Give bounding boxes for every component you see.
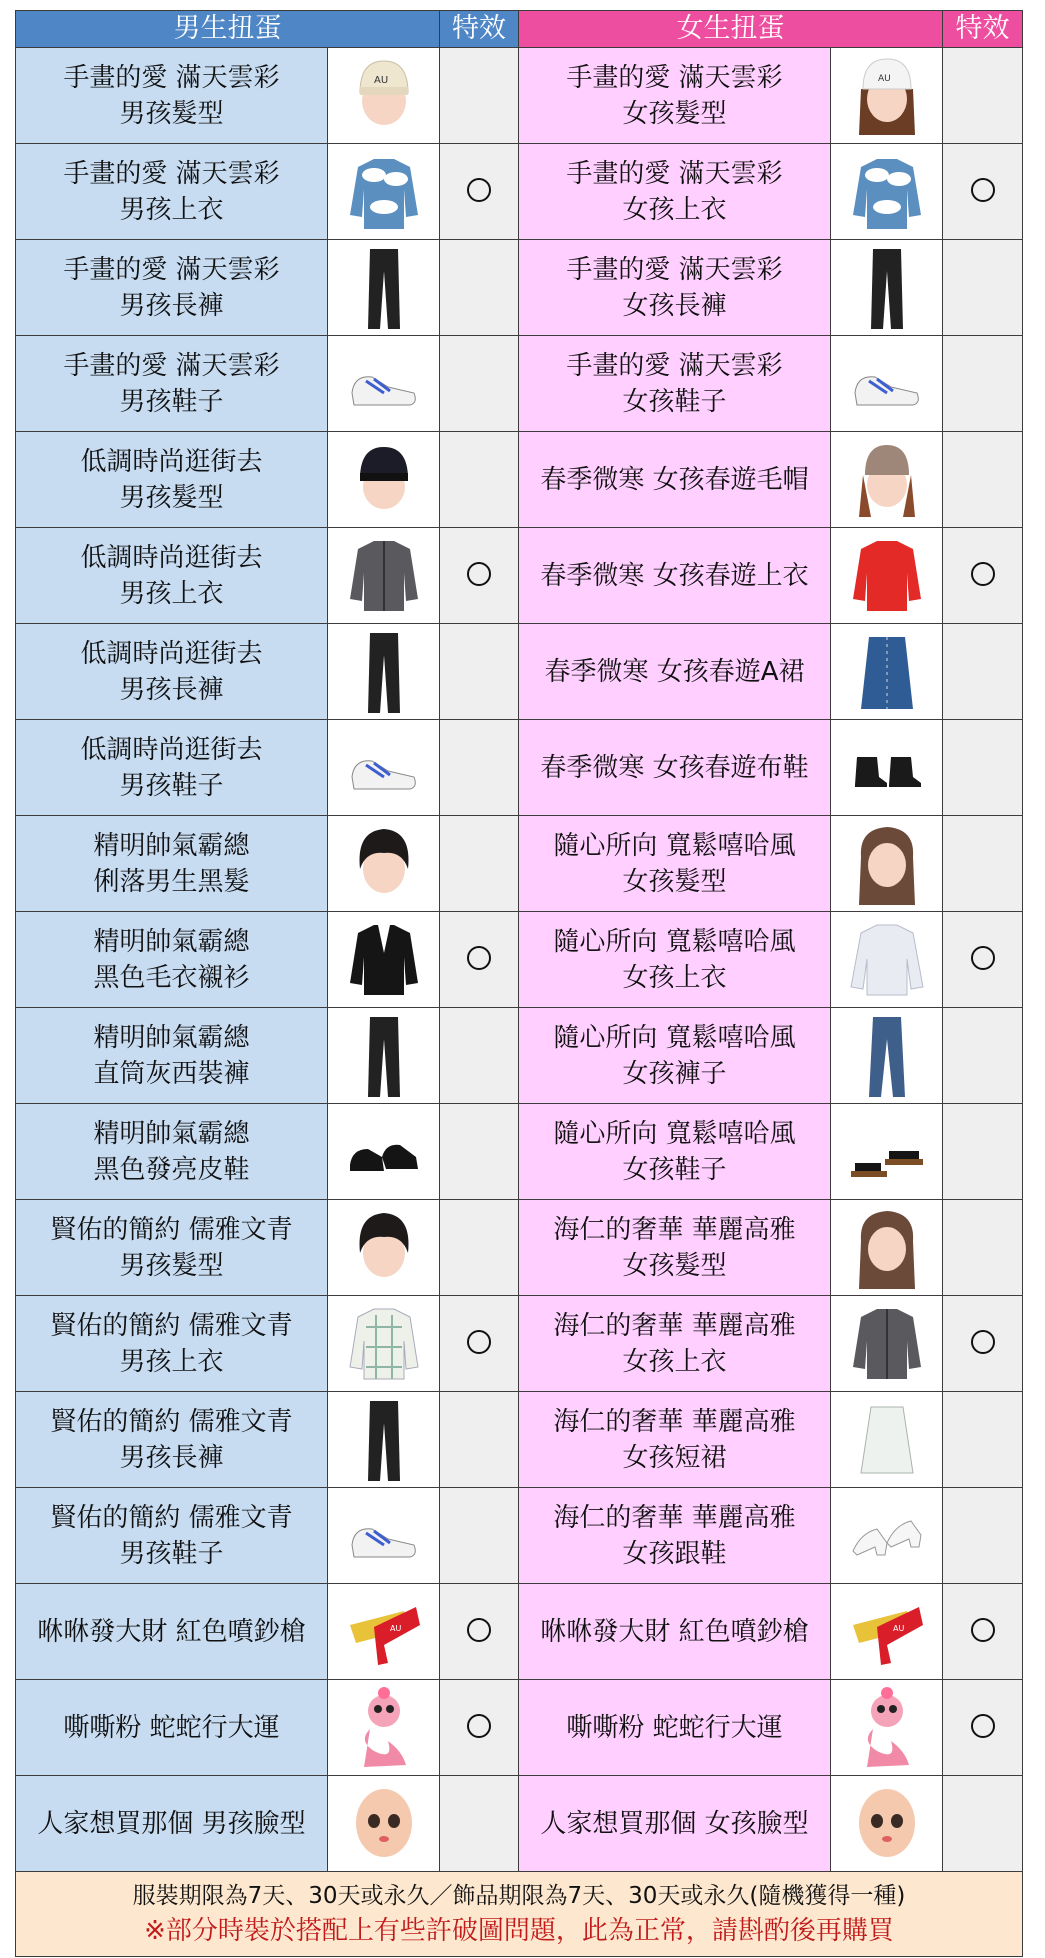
duration-note: 服裝期限為7天、30天或永久／飾品期限為7天、30天或永久(隨機獲得一種) [132, 1883, 906, 1909]
boy-item-image [328, 1488, 440, 1584]
girl-effect-cell [943, 912, 1023, 1008]
boy-item-name: 咻咻發大財 紅色噴鈔槍 [16, 1584, 328, 1680]
boy-item-image [328, 528, 440, 624]
table-row [16, 1392, 1023, 1488]
boy-item-image [328, 144, 440, 240]
boy-effect-cell [440, 336, 519, 432]
knit-hat-icon [847, 433, 927, 527]
cloud-sweater-icon [344, 145, 424, 239]
table-row [16, 1008, 1023, 1104]
boy-item-image [328, 624, 440, 720]
girl-item-image [831, 1104, 943, 1200]
long-hair-icon [847, 817, 927, 911]
girl-item-image [831, 1776, 943, 1872]
table-row [16, 336, 1023, 432]
girl-effect-cell [943, 336, 1023, 432]
boy-effect-cell [440, 240, 519, 336]
boy-item-image [328, 48, 440, 144]
girl-effect-cell [943, 624, 1023, 720]
black-hair-icon [344, 1201, 424, 1295]
table-row [16, 720, 1023, 816]
pants-icon [344, 1393, 424, 1487]
long-hair-icon [847, 1201, 927, 1295]
girl-effect-cell [943, 1584, 1023, 1680]
boy-item-name: 手畫的愛 滿天雲彩 男孩髮型 [16, 48, 328, 144]
girl-item-name: 海仁的奢華 華麗高雅 女孩跟鞋 [519, 1488, 831, 1584]
boy-effect-cell [440, 1488, 519, 1584]
table-header-row [16, 11, 1023, 48]
table-row [16, 1296, 1023, 1392]
table-row [16, 144, 1023, 240]
girl-item-name: 隨心所向 寬鬆嘻哈風 女孩鞋子 [519, 1104, 831, 1200]
girl-item-name: 海仁的奢華 華麗高雅 女孩髮型 [519, 1200, 831, 1296]
girl-item-name: 海仁的奢華 華麗高雅 女孩短裙 [519, 1392, 831, 1488]
girl-item-name: 春季微寒 女孩春遊上衣 [519, 528, 831, 624]
svg-text:AU: AU [892, 1623, 904, 1633]
high-top-shoes-icon [847, 721, 927, 815]
effect-circle-icon [467, 946, 491, 970]
boy-item-image [328, 336, 440, 432]
boy-effect-cell [440, 432, 519, 528]
girl-effect-cell [943, 144, 1023, 240]
boy-item-image [328, 240, 440, 336]
table-row [16, 240, 1023, 336]
girl-effect-header: 特效 [943, 11, 1023, 48]
boy-item-image [328, 432, 440, 528]
denim-skirt-icon [847, 625, 927, 719]
blouse-icon [847, 913, 927, 1007]
boy-item-name: 精明帥氣霸總 直筒灰西裝褲 [16, 1008, 328, 1104]
girl-effect-cell [943, 1008, 1023, 1104]
boy-item-image [328, 1200, 440, 1296]
table-row [16, 528, 1023, 624]
jacket-icon [344, 529, 424, 623]
table-row [16, 1488, 1023, 1584]
girl-item-image [831, 1008, 943, 1104]
girl-item-image [831, 240, 943, 336]
boy-item-name: 賢佑的簡約 儒雅文青 男孩長褲 [16, 1392, 328, 1488]
beanie-hair-icon [344, 49, 424, 143]
girl-item-image [831, 912, 943, 1008]
snake-icon [344, 1681, 424, 1775]
boy-item-image [328, 1392, 440, 1488]
girl-item-image [831, 1392, 943, 1488]
pants-icon [344, 1009, 424, 1103]
effect-circle-icon [467, 178, 491, 202]
boy-item-image [328, 1680, 440, 1776]
table-row [16, 1680, 1023, 1776]
boy-effect-cell [440, 1776, 519, 1872]
girl-item-name: 春季微寒 女孩春遊布鞋 [519, 720, 831, 816]
boy-item-name: 賢佑的簡約 儒雅文青 男孩髮型 [16, 1200, 328, 1296]
boy-effect-cell [440, 1584, 519, 1680]
pants-icon [344, 241, 424, 335]
pants-icon [847, 241, 927, 335]
snake-icon [847, 1681, 927, 1775]
effect-circle-icon [467, 562, 491, 586]
boy-effect-cell [440, 144, 519, 240]
girl-item-image [831, 720, 943, 816]
table-row [16, 816, 1023, 912]
girl-effect-cell [943, 1200, 1023, 1296]
girl-item-name: 春季微寒 女孩春遊毛帽 [519, 432, 831, 528]
table-row [16, 1584, 1023, 1680]
cardigan-icon [344, 913, 424, 1007]
boy-item-image [328, 1104, 440, 1200]
boy-effect-cell [440, 1104, 519, 1200]
sneakers-icon [344, 721, 424, 815]
warning-note: ※部分時裝於搭配上有些許破圖問題，此為正常，請斟酌後再購買 [144, 1916, 894, 1946]
money-gun-icon [847, 1585, 927, 1679]
boy-item-name: 手畫的愛 滿天雲彩 男孩上衣 [16, 144, 328, 240]
skirt-icon [847, 1393, 927, 1487]
table-row [16, 912, 1023, 1008]
boy-gacha-header: 男生扭蛋 [16, 11, 440, 48]
girl-item-image [831, 1200, 943, 1296]
boy-item-image [328, 1008, 440, 1104]
girl-effect-cell [943, 432, 1023, 528]
girl-item-image [831, 1296, 943, 1392]
svg-text:AU: AU [877, 73, 891, 84]
leather-shoes-icon [344, 1105, 424, 1199]
girl-item-name: 手畫的愛 滿天雲彩 女孩鞋子 [519, 336, 831, 432]
boy-item-image [328, 912, 440, 1008]
jacket-icon [847, 1297, 927, 1391]
sneakers-icon [847, 337, 927, 431]
girl-item-image [831, 144, 943, 240]
table-row [16, 48, 1023, 144]
sneakers-icon [344, 337, 424, 431]
boy-effect-cell [440, 1680, 519, 1776]
svg-text:AU: AU [389, 1623, 401, 1633]
girl-item-image [831, 1680, 943, 1776]
footer-note [16, 1872, 1023, 1957]
girl-item-image [831, 816, 943, 912]
girl-item-name: 隨心所向 寬鬆嘻哈風 女孩髮型 [519, 816, 831, 912]
boy-effect-cell [440, 912, 519, 1008]
effect-circle-icon [971, 562, 995, 586]
boy-item-name: 精明帥氣霸總 俐落男生黑髮 [16, 816, 328, 912]
effect-circle-icon [971, 178, 995, 202]
table-row [16, 1200, 1023, 1296]
boy-effect-cell [440, 48, 519, 144]
plaid-sweater-icon [344, 1297, 424, 1391]
girl-effect-cell [943, 816, 1023, 912]
boy-item-name: 低調時尚逛街去 男孩髮型 [16, 432, 328, 528]
girl-item-image [831, 1488, 943, 1584]
girl-effect-cell [943, 1488, 1023, 1584]
table-row [16, 624, 1023, 720]
girl-effect-cell [943, 720, 1023, 816]
boy-effect-header: 特效 [440, 11, 519, 48]
girl-item-image [831, 528, 943, 624]
jeans-icon [847, 1009, 927, 1103]
boy-item-name: 手畫的愛 滿天雲彩 男孩鞋子 [16, 336, 328, 432]
boy-item-name: 手畫的愛 滿天雲彩 男孩長褲 [16, 240, 328, 336]
boy-effect-cell [440, 816, 519, 912]
girl-item-name: 手畫的愛 滿天雲彩 女孩長褲 [519, 240, 831, 336]
effect-circle-icon [971, 946, 995, 970]
girl-item-image [831, 432, 943, 528]
boy-item-name: 低調時尚逛街去 男孩鞋子 [16, 720, 328, 816]
boy-effect-cell [440, 1200, 519, 1296]
boy-item-image [328, 720, 440, 816]
effect-circle-icon [467, 1618, 491, 1642]
effect-circle-icon [467, 1714, 491, 1738]
gacha-item-table [15, 10, 1023, 1957]
money-gun-icon [344, 1585, 424, 1679]
boy-item-name: 低調時尚逛街去 男孩上衣 [16, 528, 328, 624]
girl-item-name: 嘶嘶粉 蛇蛇行大運 [519, 1680, 831, 1776]
pants-icon [344, 625, 424, 719]
girl-item-name: 咻咻發大財 紅色噴鈔槍 [519, 1584, 831, 1680]
effect-circle-icon [971, 1714, 995, 1738]
boy-item-name: 賢佑的簡約 儒雅文青 男孩鞋子 [16, 1488, 328, 1584]
girl-item-name: 手畫的愛 滿天雲彩 女孩上衣 [519, 144, 831, 240]
girl-item-name: 海仁的奢華 華麗高雅 女孩上衣 [519, 1296, 831, 1392]
girl-item-image [831, 336, 943, 432]
girl-effect-cell [943, 528, 1023, 624]
girl-item-name: 隨心所向 寬鬆嘻哈風 女孩上衣 [519, 912, 831, 1008]
boy-item-name: 賢佑的簡約 儒雅文青 男孩上衣 [16, 1296, 328, 1392]
svg-text:AU: AU [373, 74, 388, 86]
cap-hair-icon [344, 433, 424, 527]
boy-item-image [328, 1296, 440, 1392]
gacha-item-table-wrap [15, 10, 1022, 1957]
girl-effect-cell [943, 1104, 1023, 1200]
girl-item-image [831, 1584, 943, 1680]
boy-item-image [328, 816, 440, 912]
girl-effect-cell [943, 1680, 1023, 1776]
heels-icon [847, 1489, 927, 1583]
effect-circle-icon [971, 1330, 995, 1354]
boy-item-name: 低調時尚逛街去 男孩長褲 [16, 624, 328, 720]
girl-item-name: 春季微寒 女孩春遊A裙 [519, 624, 831, 720]
table-row [16, 1776, 1023, 1872]
boy-item-name: 嘶嘶粉 蛇蛇行大運 [16, 1680, 328, 1776]
table-row [16, 432, 1023, 528]
cloud-sweater-icon [847, 145, 927, 239]
sneakers-icon [344, 1489, 424, 1583]
boy-item-name: 精明帥氣霸總 黑色發亮皮鞋 [16, 1104, 328, 1200]
effect-circle-icon [467, 1330, 491, 1354]
girl-effect-cell [943, 1776, 1023, 1872]
girl-item-name: 手畫的愛 滿天雲彩 女孩髮型 [519, 48, 831, 144]
footer-row [16, 1872, 1023, 1957]
face-icon [344, 1777, 424, 1871]
girl-gacha-header: 女生扭蛋 [519, 11, 943, 48]
boy-item-image [328, 1776, 440, 1872]
boy-effect-cell [440, 1008, 519, 1104]
boy-effect-cell [440, 624, 519, 720]
boy-item-name: 精明帥氣霸總 黑色毛衣襯衫 [16, 912, 328, 1008]
sandals-icon [847, 1105, 927, 1199]
beanie-long-hair-icon [847, 49, 927, 143]
boy-effect-cell [440, 1296, 519, 1392]
sweater-icon [847, 529, 927, 623]
girl-effect-cell [943, 240, 1023, 336]
girl-item-name: 隨心所向 寬鬆嘻哈風 女孩褲子 [519, 1008, 831, 1104]
face-icon [847, 1777, 927, 1871]
girl-effect-cell [943, 1296, 1023, 1392]
girl-item-name: 人家想買那個 女孩臉型 [519, 1776, 831, 1872]
boy-effect-cell [440, 720, 519, 816]
boy-item-name: 人家想買那個 男孩臉型 [16, 1776, 328, 1872]
girl-item-image [831, 624, 943, 720]
girl-effect-cell [943, 48, 1023, 144]
boy-item-image [328, 1584, 440, 1680]
girl-item-image [831, 48, 943, 144]
girl-effect-cell [943, 1392, 1023, 1488]
boy-effect-cell [440, 1392, 519, 1488]
effect-circle-icon [971, 1618, 995, 1642]
black-hair-icon [344, 817, 424, 911]
table-row [16, 1104, 1023, 1200]
boy-effect-cell [440, 528, 519, 624]
